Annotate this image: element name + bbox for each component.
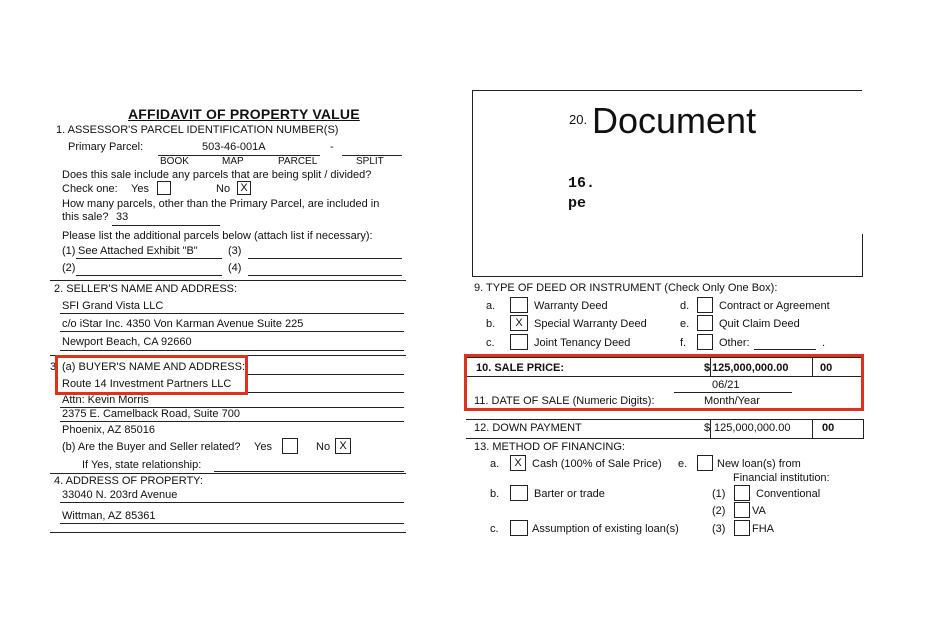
howmany-line2: this sale? [62,211,109,223]
related-yes-label: Yes [254,441,272,453]
quit-claim-checkbox[interactable] [697,315,713,331]
split-yes-label: Yes [131,183,149,195]
deed-c-letter: c. [486,337,495,349]
parcel-4-num: (4) [228,262,242,274]
property-line2: Wittman, AZ 85361 [62,510,156,522]
deed-b-letter: b. [486,318,496,330]
barter-checkbox[interactable] [510,485,528,501]
sale-price-label: 10. SALE PRICE: [476,362,565,374]
property-line1: 33040 N. 203rd Avenue [62,489,178,501]
sale-price-dollar: $ [704,362,711,374]
other-dot: . [822,337,826,349]
section-2-label: 2. SELLER'S NAME AND ADDRESS: [54,283,238,295]
section-13-label: 13. METHOD OF FINANCING: [474,441,625,453]
fha-label: FHA [752,523,774,535]
split-question: Does this sale include any parcels that are being split / divided? [62,169,372,181]
buyer-line1: Route 14 Investment Partners LLC [62,378,232,390]
split-no-checkbox[interactable]: X [237,181,251,195]
down-payment-label: 12. DOWN PAYMENT [474,422,582,434]
section-4-label: 4. ADDRESS OF PROPERTY: [54,475,203,487]
fin-c-letter: c. [490,523,499,535]
sale-price-cents[interactable]: 00 [820,362,833,374]
fin-e-letter: e. [678,458,688,470]
new-loan-label-2: Financial institution: [733,472,830,484]
down-payment-cents[interactable]: 00 [822,422,835,434]
cash-label: Cash (100% of Sale Price) [532,458,662,470]
buyer-highlight-box [55,355,248,395]
seller-line2: c/o iStar Inc. 4350 Von Karman Avenue Suite 225 [62,318,304,330]
deed-a-letter: a. [486,300,496,312]
down-payment-value[interactable]: 125,000,000.00 [714,422,791,434]
sale-date-label: 11. DATE OF SALE (Numeric Digits): [474,395,655,407]
sale-price-highlight-box [464,354,864,411]
howmany-line1: How many parcels, other than the Primary Parcel, are included in [62,198,380,210]
other-label: Other: [719,337,750,349]
primary-parcel-value[interactable]: 503-46-001A [202,141,266,153]
col-split: SPLIT [356,156,384,167]
deed-f-letter: f. [680,337,687,349]
buyer-line4: Phoenix, AZ 85016 [62,424,155,436]
split-yes-checkbox[interactable] [157,181,171,195]
box-pe-text: pe [568,195,587,212]
month-year-caption: Month/Year [704,395,760,407]
form-title: AFFIDAVIT OF PROPERTY VALUE [128,106,360,122]
related-question: (b) Are the Buyer and Seller related? [62,441,241,453]
loan-1-num: (1) [712,488,726,500]
warranty-deed-checkbox[interactable] [510,297,528,313]
barter-label: Barter or trade [534,488,605,500]
deed-e-letter: e. [680,318,690,330]
parcel-1-value[interactable]: See Attached Exhibit "B" [78,245,198,257]
parcel-1-num: (1) [62,245,76,257]
contract-checkbox[interactable] [697,297,713,313]
list-label: Please list the additional parcels below (attach list if necessary): [62,230,373,242]
quit-claim-label: Quit Claim Deed [719,318,800,330]
conventional-checkbox[interactable] [734,485,750,501]
col-book: BOOK [160,156,189,167]
fin-a-letter: a. [490,458,500,470]
loan-2-num: (2) [712,505,726,517]
cash-checkbox[interactable]: X [510,455,526,471]
assumption-label: Assumption of existing loan(s) [532,523,679,535]
primary-parcel-label: Primary Parcel: [68,141,144,153]
split-dash: - [330,141,334,153]
buyer-line3: 2375 E. Camelback Road, Suite 700 [62,408,240,420]
new-loan-label-1: New loan(s) from [717,458,801,470]
other-checkbox[interactable] [697,334,713,350]
special-warranty-checkbox[interactable]: X [510,315,528,331]
related-no-checkbox[interactable]: X [335,438,351,454]
col-parcel: PARCEL [278,156,318,167]
parcel-3-num: (3) [228,245,242,257]
parcel-2-num: (2) [62,262,76,274]
special-warranty-label: Special Warranty Deed [534,318,647,330]
section-3-number: 3 [50,361,57,373]
check-one-label: Check one: [62,183,118,195]
joint-tenancy-label: Joint Tenancy Deed [534,337,631,349]
fin-b-letter: b. [490,488,500,500]
conventional-label: Conventional [756,488,821,500]
sale-price-value[interactable]: 125,000,000.00 [712,362,789,374]
contract-label: Contract or Agreement [719,300,830,312]
joint-tenancy-checkbox[interactable] [510,334,528,350]
assumption-checkbox[interactable] [510,520,528,536]
buyer-section-label: (a) BUYER'S NAME AND ADDRESS: [62,361,246,373]
howmany-value[interactable]: 33 [116,211,129,223]
split-no-label: No [216,183,231,195]
fha-checkbox[interactable] [734,520,750,536]
deed-d-letter: d. [680,300,690,312]
seller-line1: SFI Grand Vista LLC [62,300,164,312]
down-payment-dollar: $ [704,422,711,434]
va-label: VA [752,505,766,517]
box-number-20: 20. [569,112,588,127]
va-checkbox[interactable] [734,502,750,518]
col-map: MAP [222,156,244,167]
section-9-label: 9. TYPE OF DEED OR INSTRUMENT (Check Only One Box): [474,282,778,294]
buyer-line2: Attn: Kevin Morris [62,394,149,406]
related-no-label: No [316,441,331,453]
loan-3-num: (3) [712,523,726,535]
if-yes-label: If Yes, state relationship: [82,459,202,471]
sale-date-value[interactable]: 06/21 [712,379,740,391]
document-heading: Document [592,100,757,141]
new-loan-checkbox[interactable] [697,455,713,471]
seller-line3: Newport Beach, CA 92660 [62,336,192,348]
section-1-label: 1. ASSESSOR'S PARCEL IDENTIFICATION NUMBER(S) [56,124,339,136]
box-number-16: 16. [568,175,596,192]
related-yes-checkbox[interactable] [282,438,298,454]
warranty-deed-label: Warranty Deed [534,300,608,312]
